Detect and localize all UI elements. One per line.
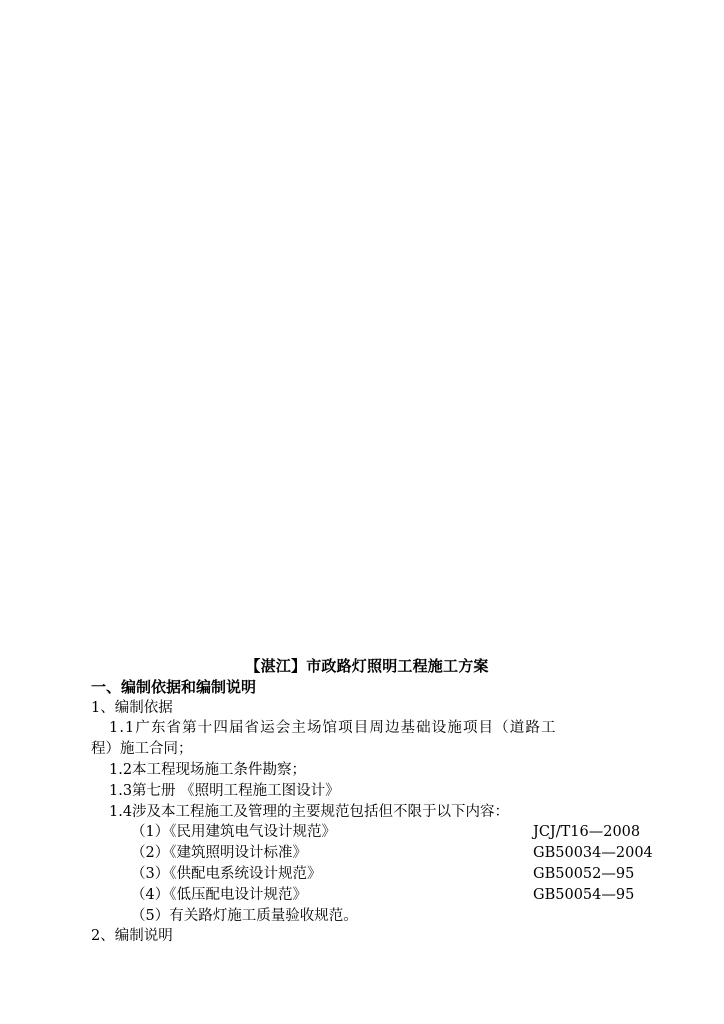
document-title: 【湛江】市政路灯照明工程施工方案 (245, 657, 489, 675)
subsection-heading-1: 1、编制依据 (91, 699, 173, 716)
standard-code: GB50052—95 (533, 865, 635, 882)
standard-item (91, 864, 643, 885)
document-body (91, 656, 653, 947)
standard-code: JCJ/T16—2008 (533, 824, 641, 841)
item-1-2: 1.2本工程现场施工条件勘察； (109, 761, 307, 778)
standard-name: （1）《民用建筑电气设计规范》 (131, 824, 336, 841)
standard-item (91, 822, 643, 843)
standard-name: （5）有关路灯施工质量验收规范。 (131, 907, 358, 924)
standard-name: （4）《低压配电设计规范》 (131, 886, 307, 903)
section-heading-1: 一、编制依据和编制说明 (91, 677, 257, 696)
standard-code: GB50034—2004 (533, 845, 653, 862)
standard-item (91, 843, 653, 864)
standard-code: GB50054—95 (533, 886, 635, 903)
standard-item (91, 885, 643, 906)
item-1-1-line-1: 1.1广东省第十四届省运会主场馆项目周边基础设施项目（道路工 (109, 720, 557, 737)
standard-name: （3）《供配电系统设计规范》 (131, 865, 322, 882)
subsection-heading-2: 2、编制说明 (91, 928, 173, 945)
item-1-1-line-2: 程）施工合同； (91, 741, 193, 758)
item-1-4: 1.4涉及本工程施工及管理的主要规范包括但不限于以下内容： (109, 803, 510, 820)
standard-name: （2）《建筑照明设计标准》 (131, 845, 307, 862)
item-1-3: 1.3第七册 《照明工程施工图设计》 (109, 782, 340, 799)
standard-item (91, 906, 643, 927)
